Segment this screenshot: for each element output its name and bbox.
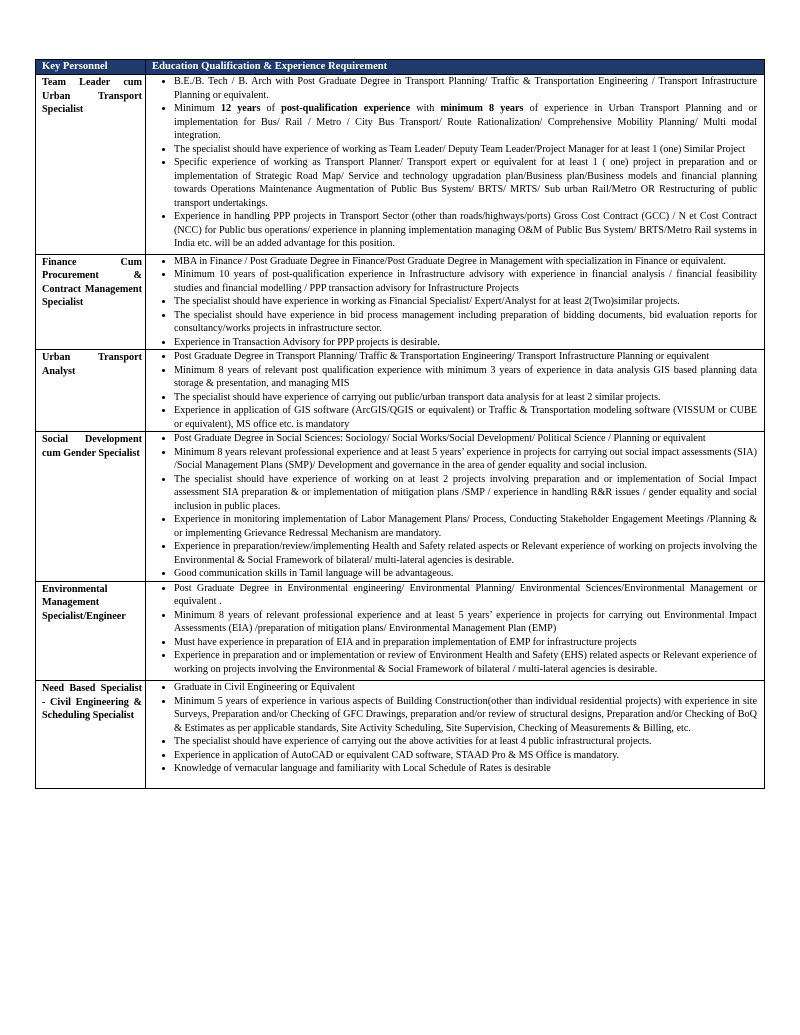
requirements-list [146, 582, 757, 677]
role-cell: Team Leader cum Urban Transport Specialist [36, 75, 146, 255]
key-personnel-table [35, 59, 765, 789]
list-item: • Experience in handling PPP projects in Transport Sector (other than roads/highways/ports) Gross Cost Contract (GCC) / N et Cost Contract (NCC) for Public bus operations/ experience in planning implementation managing O&M of Public Bus System/ BRTS/Metro Rail systems in India etc. will be an added advantage for this position. [174, 210, 757, 251]
requirements-cell [146, 681, 765, 789]
header-qualification: Education Qualification & Experience Requirement [146, 60, 765, 75]
list-item: • The specialist should have experience of working as Team Leader/ Deputy Team Leader/Project Manager for at least 1 (one) Similar Project [174, 143, 757, 157]
list-item: • The specialist should have experience of carrying out public/urban transport data analysis for at least 2 similar projects. [174, 391, 757, 405]
list-item: • B.E./B. Tech / B. Arch with Post Graduate Degree in Transport Planning/ Traffic & Transportation Engineering / Transport Infrastructure Planning or equivalent. [174, 75, 757, 102]
list-item: • Experience in preparation and or implementation or review of Environment Health and Safety (EHS) related aspects or Relevant experience of working on projects involving the Environmental & Social Framework of bilateral / multi-lateral agencies is desirable. [174, 649, 757, 676]
list-item: • The specialist should have experience in bid process management including preparation of bidding documents, bid evaluation reports for consultancy/works projects in infrastructure sector. [174, 309, 757, 336]
list-item: • Post Graduate Degree in Transport Planning/ Traffic & Transportation Engineering/ Transport Infrastructure Planning or equivalent [174, 350, 757, 364]
list-item: • Experience in preparation/review/implementing Health and Safety related aspects or Relevant experience of working on projects involving the Environmental & Social Framework of bilateral/ multi-lateral agencies is desirable. [174, 540, 757, 567]
header-key-personnel: Key Personnel [36, 60, 146, 75]
list-item: • Specific experience of working as Transport Planner/ Transport expert or equivalent for at least 1 ( one) project in preparation and or implementation of Strategic Road Map/ Service and technology upgradation plan/Business plan/Business models and financial planning towards Operations Maintenance Augmentation of Public Bus System/ BRTS/ MRTS/ Sub urban Rail/Metro OR Restructuring of public transport undertakings. [174, 156, 757, 210]
list-item: • Minimum 10 years of post-qualification experience in Infrastructure advisory with experience in financial analysis / financial feasibility studies and financial modelling / PPP transaction advisory for Infrastructure Projects [174, 268, 757, 295]
requirements-cell [146, 581, 765, 681]
role-cell: Social Development cum Gender Specialist [36, 432, 146, 582]
list-item: • Knowledge of vernacular language and familiarity with Local Schedule of Rates is desirable [174, 762, 757, 776]
list-item: • Minimum 5 years of experience in various aspects of Building Construction(other than individual residential projects) with experience in site Surveys, Preparation and/or Checking of GFC Drawings, preparation and/or review of structural designs, Preparation and/or Checking of BoQ & Estimates as per applicable standards, Site Activity Scheduling, Site Supervision, Checking of Measurements & Billing, etc. [174, 695, 757, 736]
list-item: • Post Graduate Degree in Social Sciences: Sociology/ Social Works/Social Development/ Political Science / Planning or equivalent [174, 432, 757, 446]
requirements-cell [146, 75, 765, 255]
list-item: • Graduate in Civil Engineering or Equivalent [174, 681, 757, 695]
role-cell: Finance Cum Procurement & Contract Management Specialist [36, 254, 146, 350]
table-row [36, 350, 765, 432]
requirements-list [146, 75, 757, 251]
requirements-list [146, 255, 757, 350]
list-item: • Post Graduate Degree in Environmental engineering/ Environmental Planning/ Environmental Sciences/Environmental Management or equivalent . [174, 582, 757, 609]
requirements-list [146, 681, 757, 776]
list-item: • The specialist should have experience of carrying out the above activities for at least 4 public infrastructural projects. [174, 735, 757, 749]
list-item: • Good communication skills in Tamil language will be advantageous. [174, 567, 757, 581]
list-item: • MBA in Finance / Post Graduate Degree in Finance/Post Graduate Degree in Management with specialization in Finance or equivalent. [174, 255, 757, 269]
list-item: • Must have experience in preparation of EIA and in preparation implementation of EMP for infrastructure projects [174, 636, 757, 650]
requirements-list [146, 432, 757, 581]
list-item: • Experience in Transaction Advisory for PPP projects is desirable. [174, 336, 757, 350]
table-row [36, 432, 765, 582]
role-cell: Need Based Specialist - Civil Engineering & Scheduling Specialist [36, 681, 146, 789]
table-row [36, 254, 765, 350]
table-row [36, 681, 765, 789]
list-item: • The specialist should have experience in working as Financial Specialist/ Expert/Analyst for at least 2(Two)similar projects. [174, 295, 757, 309]
list-item: • Experience in application of GIS software (ArcGIS/QGIS or equivalent) or Traffic & Transportation modeling software (VISSUM or CUBE or equivalent), MS office etc. is mandatory [174, 404, 757, 431]
requirements-cell [146, 350, 765, 432]
list-item: • Experience in monitoring implementation of Labor Management Plans/ Process, Conducting Stakeholder Engagement Meetings /Planning & or implementing Grievance Redressal Mechanism are mandatory. [174, 513, 757, 540]
role-cell: Urban Transport Analyst [36, 350, 146, 432]
role-cell: Environmental Management Specialist/Engineer [36, 581, 146, 681]
list-item: • Minimum 12 years of post-qualification experience with minimum 8 years of experience in Urban Transport Planning and or implementation for Bus/ Rail / Metro / City Bus Transport/ Route Rationalization/ Comprehensive Mobility Planning/ Multi modal integration. [174, 102, 757, 143]
requirements-cell [146, 432, 765, 582]
requirements-list [146, 350, 757, 431]
requirements-cell [146, 254, 765, 350]
list-item: • Experience in application of AutoCAD or equivalent CAD software, STAAD Pro & MS Office is mandatory. [174, 749, 757, 763]
list-item: • The specialist should have experience of working on at least 2 projects involving preparation and or implementation of Social Impact assessment SIA preparation & or implementation of mitigation plans /SMP / experience in handling R&R issues / gender equality and social inclusion in public places. [174, 473, 757, 514]
list-item: • Minimum 8 years of relevant professional experience and at least 5 years’ experience in projects for carrying out Environmental Impact Assessments (EIA) /preparation of mitigation plans/ Environmental Management Plan (EMP) [174, 609, 757, 636]
table-row [36, 75, 765, 255]
table-row [36, 581, 765, 681]
list-item: • Minimum 8 years of relevant post qualification experience with minimum 3 years of experience in data analysis GIS based planning data storage & presentation, and managing MIS [174, 364, 757, 391]
table-header-row [36, 60, 765, 75]
list-item: • Minimum 8 years relevant professional experience and at least 5 years’ experience in projects for carrying out social impact assessments (SIA) /Social Management Plans (SMP)/ Development and governance in the area of gender equality and social inclusion. [174, 446, 757, 473]
